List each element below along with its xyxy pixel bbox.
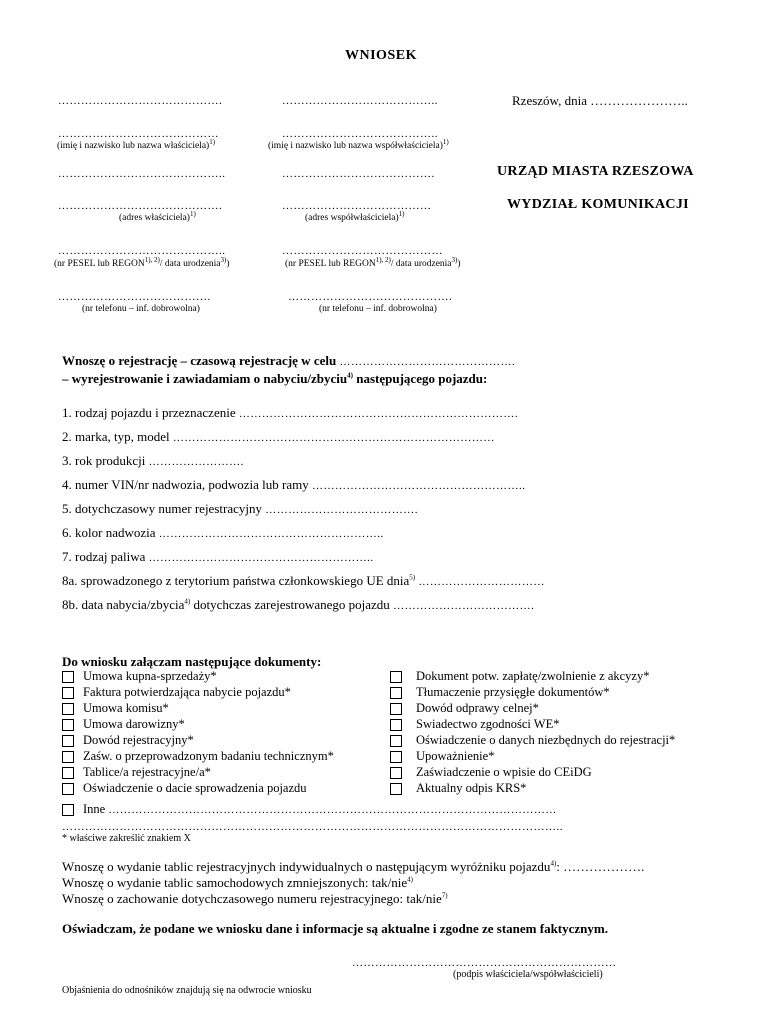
plates-reduced[interactable]: Wnoszę o wydanie tablic samochodowych zmniejszonych: tak/nie$^{4)}$: [62, 875, 413, 890]
attachment-label-left-1: Umowa kupna-sprzedaży*: [83, 669, 217, 683]
attachment-label-left-5: Dowód rejestracyjny*: [83, 733, 194, 747]
vehicle-field-5[interactable]: 5. dotychczasowy numer rejestracyjny ………………………………….: [62, 501, 418, 516]
vehicle-field-8a[interactable]: 8a. sprowadzonego z terytorium państwa członkowskiego UE dnia$^{5)}$ ……………………………: [62, 573, 545, 588]
attachment-label-right-3: Dowód odprawy celnej*: [416, 701, 539, 715]
attachment-checkbox-left-6[interactable]: [62, 751, 74, 763]
coowner-name-field[interactable]: …………………………………..: [282, 95, 438, 107]
attachment-checkbox-right-5[interactable]: [390, 735, 402, 747]
owner-address-field-2[interactable]: …………………………………….: [58, 200, 223, 212]
coowner-address-field[interactable]: ………………………………….: [282, 168, 435, 180]
attachment-label-left-6: Zaśw. o przeprowadzonym badaniu technicznym*: [83, 749, 334, 763]
owner-pesel-field[interactable]: ……………………………………..: [58, 245, 226, 257]
coowner-name-field-2[interactable]: …………………………………..: [282, 128, 438, 140]
owner-name-field-2[interactable]: ……………………………………: [58, 128, 219, 140]
attachment-checkbox-left-7[interactable]: [62, 767, 74, 779]
attachment-checkbox-right-6[interactable]: [390, 751, 402, 763]
coowner-pesel-caption: (nr PESEL lub $REGON^{1), 2)}/$ data urodzenia$^{3)}$): [285, 255, 461, 269]
attachment-label-right-2: Tłumaczenie przysięgłe dokumentów*: [416, 685, 610, 699]
vehicle-field-7[interactable]: 7. rodzaj paliwa …………………………………………………..: [62, 549, 374, 564]
attachment-label-right-4: Swiadectwo zgodności WE*: [416, 717, 560, 731]
coowner-phone-field[interactable]: …………………………………….: [288, 291, 453, 303]
attachment-checkbox-left-8[interactable]: [62, 783, 74, 795]
vehicle-field-3[interactable]: 3. rok produkcji …………………….: [62, 453, 244, 468]
signature-caption: (podpis właściciela/współwłaścicieli): [453, 969, 603, 980]
request-line-2: – wyrejestrowanie i zawiadamiam o nabyciu/zbyciu$^{4)}$ następującego pojazdu:: [62, 371, 488, 386]
attachment-checkbox-left-1[interactable]: [62, 671, 74, 683]
attachment-label-left-3: Umowa komisu*: [83, 701, 169, 715]
footer-note: Objaśnienia do odnośników znajdują się na odwrocie wniosku: [62, 985, 312, 996]
attachment-label-left-8: Oświadczenie o dacie sprowadzenia pojazdu: [83, 781, 307, 795]
owner-name-field[interactable]: …………………………………….: [58, 95, 223, 107]
attachment-label-right-6: Upoważnienie*: [416, 749, 495, 763]
attachment-label-left-7: Tablice/a rejestracyjne/a*: [83, 765, 211, 779]
office-name: URZĄD MIASTA RZESZOWA: [497, 164, 694, 179]
vehicle-field-2[interactable]: 2. marka, typ, model …………………………………………………………………………: [62, 429, 495, 444]
attachment-checkbox-other[interactable]: [62, 804, 74, 816]
attachment-label-right-8: Aktualny odpis KRS*: [416, 781, 527, 795]
owner-name-caption: (imię i nazwisko lub nazwa właściciela)$^{1)}$: [57, 137, 216, 151]
attachment-other-field[interactable]: Inne ………………………………………………………………………………………………………: [83, 802, 557, 816]
plates-individual[interactable]: Wnoszę o wydanie tablic rejestracyjnych indywidualnych o następującym wyróżniku pojazdu$^{4)}$: ……………….: [62, 859, 645, 874]
coowner-address-field-2[interactable]: …………………………………: [282, 200, 432, 212]
attachment-label-right-5: Oświadczenie o danych niezbędnych do rejestracji*: [416, 733, 676, 747]
attachment-checkbox-left-2[interactable]: [62, 687, 74, 699]
attachments-heading: Do wniosku załączam następujące dokumenty:: [62, 654, 322, 669]
owner-address-caption: (adres właściciela)$^{1)}$: [119, 209, 196, 223]
attachment-checkbox-right-4[interactable]: [390, 719, 402, 731]
office-department: WYDZIAŁ KOMUNIKACJI: [507, 197, 689, 212]
declaration: Oświadczam, że podane we wniosku dane i informacje są aktualne i zgodne ze stanem faktycznym.: [62, 921, 608, 936]
request-line-1: Wnoszę o rejestrację – czasową rejestrację w celu ……………………………………….: [62, 353, 516, 368]
attachment-label-right-7: Zaświadczenie o wpisie do CEiDG: [416, 765, 592, 779]
attachment-checkbox-right-8[interactable]: [390, 783, 402, 795]
owner-phone-caption: (nr telefonu – inf. dobrowolna): [82, 304, 200, 314]
vehicle-field-8b[interactable]: 8b. data nabycia/zbycia$^{4)}$ dotychczas zarejestrowanego pojazdu ……………………………….: [62, 597, 535, 612]
attachment-checkbox-left-3[interactable]: [62, 703, 74, 715]
request-purpose-field[interactable]: ……………………………………….: [339, 356, 516, 368]
attachment-checkbox-right-2[interactable]: [390, 687, 402, 699]
attachment-checkbox-right-3[interactable]: [390, 703, 402, 715]
attachment-checkbox-left-4[interactable]: [62, 719, 74, 731]
plates-keep-number[interactable]: Wnoszę o zachowanie dotychczasowego numeru rejestracyjnego: tak/nie$^{7)}$: [62, 891, 448, 906]
coowner-address-caption: (adres współwłaściciela)$^{1)}$: [305, 209, 405, 223]
form-title: WNIOSEK: [345, 48, 417, 63]
vehicle-field-4[interactable]: 4. numer VIN/nr nadwozia, podwozia lub ramy ………………………………………………..: [62, 477, 526, 492]
signature-field[interactable]: ……………………………………………………………: [352, 957, 617, 969]
attachment-checkbox-right-7[interactable]: [390, 767, 402, 779]
vehicle-field-6[interactable]: 6. kolor nadwozia …………………………………………………..: [62, 525, 384, 540]
place-date-field[interactable]: Rzeszów, dnia …………………..: [512, 93, 688, 108]
attachment-checkbox-right-1[interactable]: [390, 671, 402, 683]
owner-address-field[interactable]: ……………………………………..: [58, 168, 226, 180]
vehicle-field-1[interactable]: 1. rodzaj pojazdu i przeznaczenie ……………………………………………………………….: [62, 405, 519, 420]
attachments-note: * właściwe zakreślić znakiem X: [62, 833, 191, 844]
coowner-phone-caption: (nr telefonu – inf. dobrowolna): [319, 304, 437, 314]
attachment-label-right-1: Dokument potw. zapłatę/zwolnienie z akcyzy*: [416, 669, 650, 683]
owner-pesel-caption: (nr PESEL lub $REGON^{1), 2)}/$ data urodzenia$^{3)}$): [54, 255, 230, 269]
attachment-label-left-2: Faktura potwierdzająca nabycie pojazdu*: [83, 685, 291, 699]
owner-phone-field[interactable]: ………………………………….: [58, 291, 211, 303]
attachment-other-field-2[interactable]: …………………………………………………………………………………………………………………..: [62, 821, 563, 833]
coowner-name-caption: (imię i nazwisko lub nazwa współwłaściciela)$^{1)}$: [268, 137, 449, 151]
attachment-checkbox-left-5[interactable]: [62, 735, 74, 747]
attachment-label-left-4: Umowa darowizny*: [83, 717, 185, 731]
coowner-pesel-field[interactable]: ……………………………………: [282, 245, 443, 257]
